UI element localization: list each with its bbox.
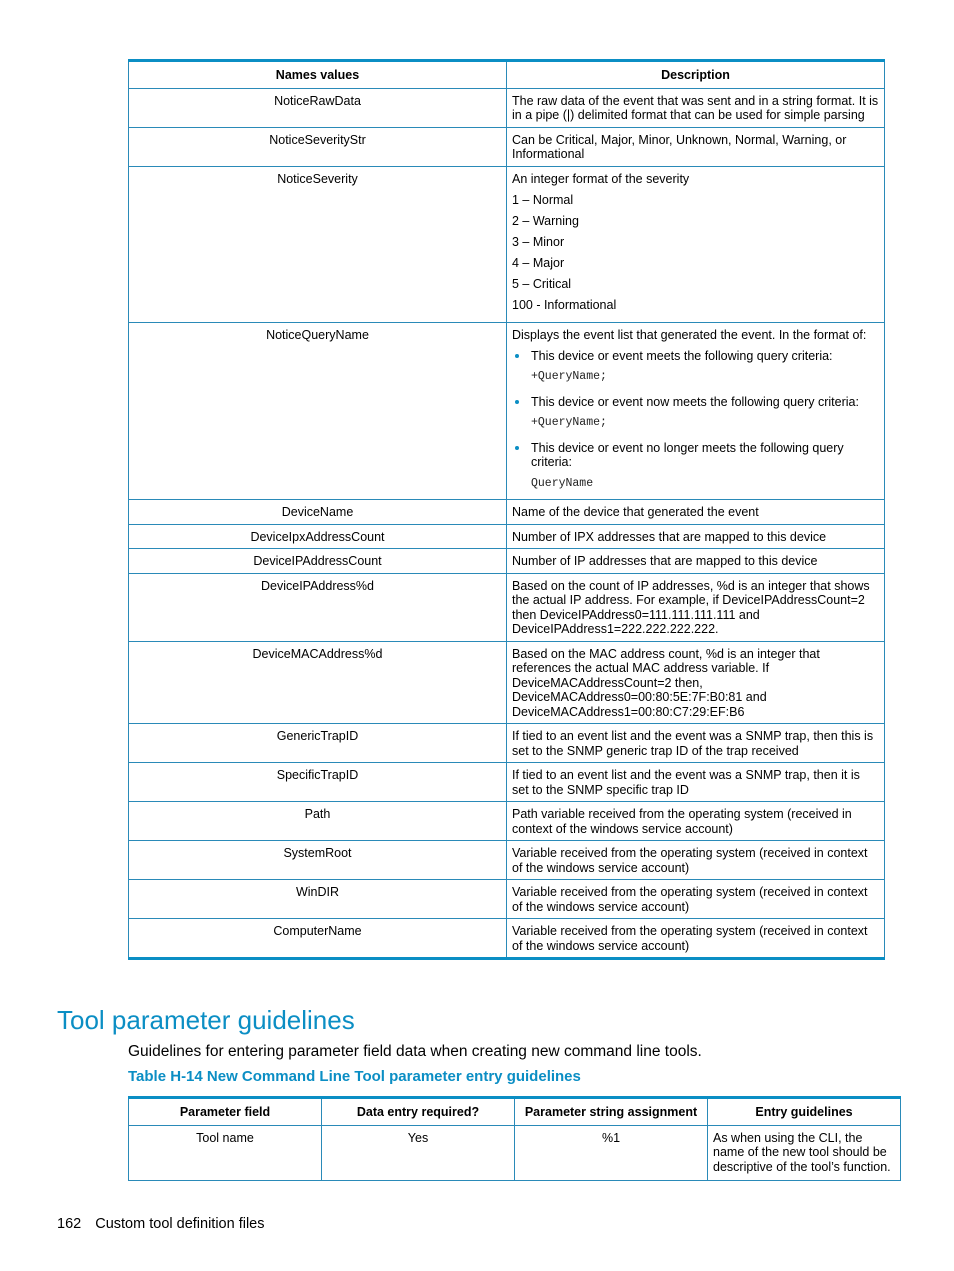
list-item	[512, 395, 879, 431]
variable-description: Variable received from the operating system (received in context of the windows service account)	[507, 919, 885, 959]
code-sample: QueryName	[531, 476, 594, 490]
table-row	[129, 500, 885, 525]
table-row	[129, 127, 885, 166]
table-row	[129, 641, 885, 724]
table-row	[129, 919, 885, 959]
variable-name: WinDIR	[129, 880, 507, 919]
query-name-intro: Displays the event list that generated the event. In the format of:	[512, 328, 867, 342]
variable-description: Can be Critical, Major, Minor, Unknown, Normal, Warning, or Informational	[507, 127, 885, 166]
severity-level: 100 - Informational	[512, 297, 617, 312]
variable-description: Variable received from the operating system (received in context of the windows service account)	[507, 841, 885, 880]
variable-name: DeviceIPAddressCount	[129, 549, 507, 574]
parameter-field-header: Parameter field	[129, 1098, 322, 1126]
variable-name: GenericTrapID	[129, 724, 507, 763]
table-row	[129, 1125, 901, 1181]
variable-name: DeviceIpxAddressCount	[129, 524, 507, 549]
table-row	[129, 549, 885, 574]
variable-description: Number of IP addresses that are mapped to this device	[507, 549, 885, 574]
variable-description: Based on the MAC address count, %d is an integer that references the actual MAC address variable. If DeviceMACAddressCount=2 then, DeviceMACAddress0=00:80:5E:7F:B0:81 and DeviceMACAddress1=00:80:C7:29:EF:B6	[507, 641, 885, 724]
variable-description	[507, 166, 885, 323]
table-row	[129, 323, 885, 500]
table-row	[129, 763, 885, 802]
list-item	[512, 441, 879, 492]
variable-description: Path variable received from the operating system (received in context of the windows service account)	[507, 802, 885, 841]
variable-name: NoticeSeverityStr	[129, 127, 507, 166]
bullet-icon	[515, 446, 519, 450]
variables-table	[128, 59, 885, 960]
data-entry-required-header: Data entry required?	[322, 1098, 515, 1126]
severity-level: 5 – Critical	[512, 276, 572, 291]
variable-description: Based on the count of IP addresses, %d is an integer that shows the actual IP address. For example, if DeviceIPAddressCount=2 then DeviceIPAddress0=111.111.111.111 and DeviceIPAddress1=222.222.222.222.	[507, 573, 885, 641]
severity-level: 3 – Minor	[512, 234, 565, 249]
table-row	[129, 802, 885, 841]
query-format-list	[512, 349, 879, 492]
variable-name: NoticeQueryName	[129, 323, 507, 500]
table-row	[129, 841, 885, 880]
variable-description: The raw data of the event that was sent and in a string format. It is in a pipe (|) delimited format that can be used for simple parsing	[507, 88, 885, 127]
table-header-row	[129, 1098, 901, 1126]
bullet-text: This device or event no longer meets the following query criteria:	[531, 440, 844, 469]
bullet-text: This device or event now meets the following query criteria:	[531, 394, 859, 409]
variable-name: Path	[129, 802, 507, 841]
variable-description: Number of IPX addresses that are mapped to this device	[507, 524, 885, 549]
variable-description: Name of the device that generated the event	[507, 500, 885, 525]
variable-name: DeviceName	[129, 500, 507, 525]
section-heading: Tool parameter guidelines	[57, 1005, 355, 1035]
entry-guidelines-header: Entry guidelines	[708, 1098, 901, 1126]
page-footer	[57, 1216, 264, 1232]
variable-name: SystemRoot	[129, 841, 507, 880]
table-row	[129, 573, 885, 641]
variable-description: Variable received from the operating system (received in context of the windows service account)	[507, 880, 885, 919]
severity-level: 1 – Normal	[512, 192, 574, 207]
variable-name: ComputerName	[129, 919, 507, 959]
section-intro: Guidelines for entering parameter field data when creating new command line tools.	[128, 1043, 702, 1060]
parameter-string-cell: %1	[515, 1125, 708, 1181]
page-number: 162	[57, 1216, 82, 1232]
variable-name: DeviceIPAddress%d	[129, 573, 507, 641]
bullet-text: This device or event meets the following query criteria:	[531, 348, 833, 363]
bullet-icon	[515, 400, 519, 404]
severity-level: 2 – Warning	[512, 213, 579, 228]
description-header: Description	[507, 61, 885, 89]
code-sample: +QueryName;	[531, 416, 607, 429]
table-row	[129, 88, 885, 127]
variable-description: If tied to an event list and the event was a SNMP trap, then this is set to the SNMP generic trap ID of the trap received	[507, 724, 885, 763]
table-row	[129, 524, 885, 549]
entry-guidelines-cell: As when using the CLI, the name of the new tool should be descriptive of the tool’s function.	[708, 1125, 901, 1181]
severity-intro: An integer format of the severity	[512, 171, 690, 186]
table-header-row	[129, 61, 885, 89]
table-row	[129, 166, 885, 323]
data-entry-required-cell: Yes	[322, 1125, 515, 1181]
variable-name: NoticeRawData	[129, 88, 507, 127]
severity-level: 4 – Major	[512, 255, 565, 270]
list-item	[512, 349, 879, 385]
bullet-icon	[515, 354, 519, 358]
variable-name: NoticeSeverity	[129, 166, 507, 323]
names-values-header: Names values	[129, 61, 507, 89]
variable-description	[507, 323, 885, 500]
footer-section-title: Custom tool definition files	[95, 1216, 265, 1232]
variable-description: If tied to an event list and the event was a SNMP trap, then it is set to the SNMP specific trap ID	[507, 763, 885, 802]
variable-name: SpecificTrapID	[129, 763, 507, 802]
variable-name: DeviceMACAddress%d	[129, 641, 507, 724]
tool-parameter-table	[128, 1096, 901, 1181]
code-sample: +QueryName;	[531, 370, 607, 383]
table-row	[129, 880, 885, 919]
table-row	[129, 724, 885, 763]
parameter-field-cell: Tool name	[129, 1125, 322, 1181]
table-caption: Table H-14 New Command Line Tool parameter entry guidelines	[128, 1068, 581, 1085]
parameter-string-header: Parameter string assignment	[515, 1098, 708, 1126]
